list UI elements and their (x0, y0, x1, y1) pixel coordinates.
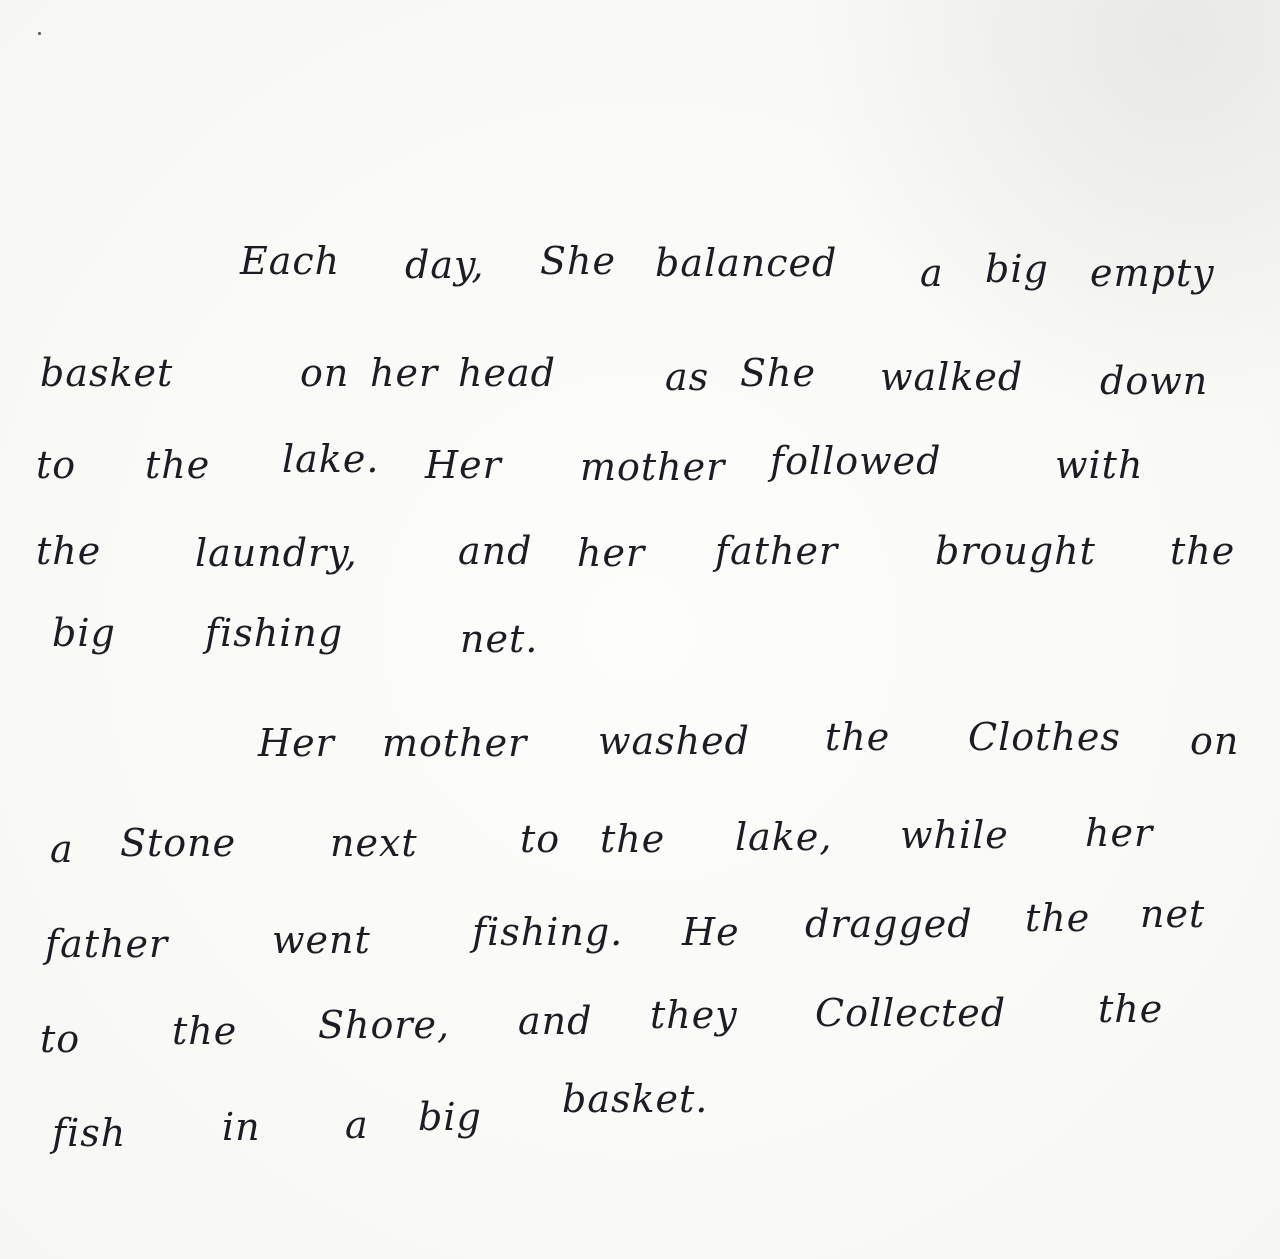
handwritten-line (0, 520, 1280, 590)
word: Stone (120, 821, 237, 865)
word: and (458, 529, 533, 573)
word: a (50, 827, 74, 871)
word: next (330, 821, 418, 865)
handwritten-line (0, 987, 1280, 1061)
word: day, (405, 243, 485, 287)
handwritten-line (0, 430, 1280, 500)
word: empty (1090, 251, 1215, 295)
word: the (600, 817, 666, 861)
handwritten-line (0, 892, 1280, 966)
word: her (577, 531, 646, 575)
word: washed (598, 719, 750, 763)
word: fishing (205, 611, 344, 655)
word: She (740, 351, 816, 395)
handwritten-line (0, 600, 1280, 670)
handwritten-line (0, 340, 1280, 410)
word: to (520, 817, 561, 861)
handwritten-line (0, 1077, 1280, 1155)
word: they (650, 993, 738, 1037)
word: to (40, 1017, 81, 1061)
word: big (52, 611, 116, 655)
word: He (682, 910, 740, 954)
word: basket (40, 351, 174, 395)
word: followed (770, 439, 942, 483)
word: Each (240, 239, 341, 283)
word: mother (382, 721, 528, 765)
word: Her (258, 721, 335, 765)
word: her (1085, 811, 1154, 855)
word: and (518, 999, 593, 1043)
word: fishing. (472, 910, 624, 954)
word: Collected (815, 991, 1007, 1035)
word: father (45, 922, 169, 966)
handwritten-line (0, 710, 1280, 780)
word: with (1055, 443, 1144, 487)
word: the (145, 443, 211, 487)
ink-speck (38, 32, 41, 35)
word: to (36, 443, 77, 487)
word: Clothes (968, 715, 1121, 759)
word: net (1140, 892, 1206, 936)
word: a (920, 251, 944, 295)
word: a (345, 1103, 369, 1147)
word: while (900, 813, 1009, 857)
word: walked (880, 355, 1024, 399)
word: the (825, 715, 891, 759)
word: She (540, 239, 616, 283)
word: the (172, 1009, 238, 1053)
word: lake. (282, 437, 380, 481)
word: in (222, 1105, 261, 1149)
word: on (300, 351, 350, 395)
word: the (1025, 896, 1091, 940)
word: on (1190, 719, 1240, 763)
word: big (418, 1095, 482, 1139)
word: laundry, (195, 531, 358, 575)
word: the (36, 529, 102, 573)
word: as (665, 355, 710, 399)
word: father (715, 529, 839, 573)
word: head (458, 351, 556, 395)
word: basket. (562, 1077, 709, 1121)
word: lake, (735, 815, 833, 859)
word: brought (935, 529, 1096, 573)
word: Her (425, 443, 502, 487)
word: dragged (805, 902, 973, 946)
word: net. (460, 617, 539, 661)
word: went (272, 918, 371, 962)
word: Shore, (318, 1003, 451, 1047)
handwritten-line (0, 810, 1280, 880)
word: balanced (655, 241, 838, 285)
word: her (370, 351, 439, 395)
word: the (1098, 987, 1164, 1031)
word: down (1100, 359, 1209, 403)
word: mother (580, 445, 726, 489)
word: fish (52, 1111, 127, 1155)
word: big (985, 247, 1049, 291)
handwritten-line (0, 232, 1280, 302)
word: the (1170, 529, 1236, 573)
